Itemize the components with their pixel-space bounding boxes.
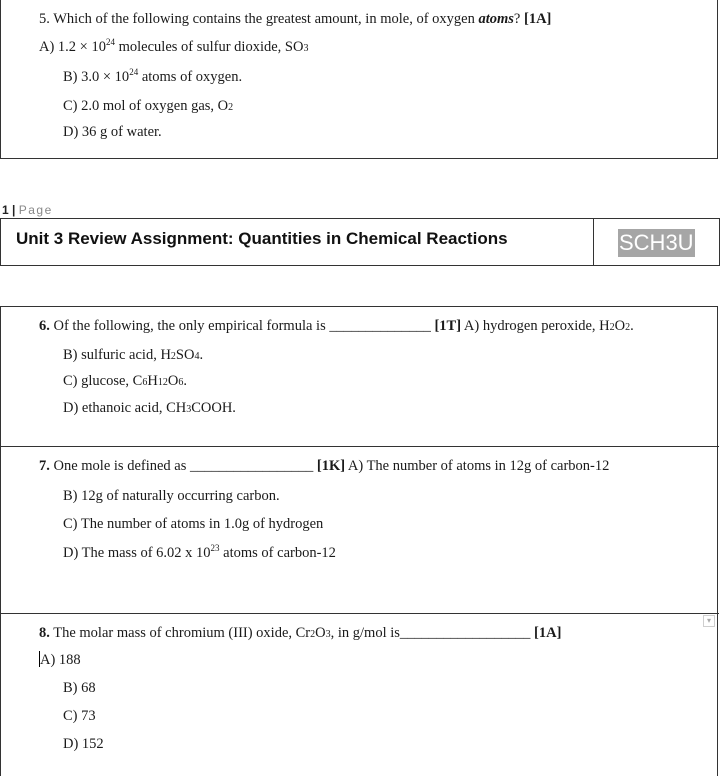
- questions-6-8-box: [0, 306, 718, 776]
- question-5-option-d: D) 36 g of water.: [63, 124, 162, 140]
- question-6-option-b: B) sulfuric acid, H2SO4.: [63, 347, 204, 363]
- question-5-option-c: C) 2.0 mol of oxygen gas, O2: [63, 98, 234, 114]
- question-divider: [1, 446, 719, 447]
- chevron-down-icon[interactable]: ▾: [703, 615, 715, 627]
- document-header: [0, 218, 720, 266]
- question-8-option-a[interactable]: A) 188: [40, 652, 81, 668]
- mark-badge: [1A]: [523, 11, 552, 27]
- mark-badge: [1T]: [434, 318, 462, 334]
- question-5-option-b: B) $3.0 \times 10^{24}$ atoms of oxygen.: [63, 67, 243, 85]
- question-7-option-c: C) The number of atoms in 1.0g of hydrogen: [63, 516, 324, 532]
- course-code-badge: SCH3U: [619, 230, 694, 255]
- page-title: Unit 3 Review Assignment: Quantities in Chemical Reactions: [16, 229, 508, 248]
- question-6-option-d: D) ethanoic acid, CH3COOH.: [63, 400, 236, 416]
- question-6-stem: 6. Of the following, the only empirical formula is ______________ [1T] A) hydrogen peroxide, H2O2.: [39, 318, 634, 334]
- question-7-option-d: D) The mass of 6.02 x $10^{23}$ atoms of carbon-12: [63, 543, 336, 561]
- question-8-stem: 8. The molar mass of chromium (III) oxide, Cr2O3, in g/mol is__________________ [1A]: [39, 625, 562, 641]
- question-7-stem: 7. One mole is defined as _________________ [1K] A) The number of atoms in 12g of carbon-12: [39, 458, 610, 474]
- question-divider: [1, 613, 719, 614]
- question-5-stem: 5. Which of the following contains the greatest amount, in mole, of oxygen atoms? [1A]: [39, 11, 552, 27]
- question-8-option-b: B) 68: [63, 680, 96, 696]
- mark-badge: [1A]: [534, 625, 562, 641]
- question-8-option-d: D) 152: [63, 736, 104, 752]
- page-number: 1 | Page: [2, 203, 53, 217]
- question-8-option-c: C) 73: [63, 708, 96, 724]
- mark-badge: [1K]: [316, 458, 346, 474]
- question-5-option-a: A) $1.2 \times 10^{24}$ molecules of sulfur dioxide, SO3: [39, 37, 309, 55]
- header-divider: [593, 219, 594, 265]
- question-6-option-c: C) glucose, C6H12O6.: [63, 373, 187, 389]
- question-7-option-b: B) 12g of naturally occurring carbon.: [63, 488, 280, 504]
- question-5-box: [0, 0, 718, 159]
